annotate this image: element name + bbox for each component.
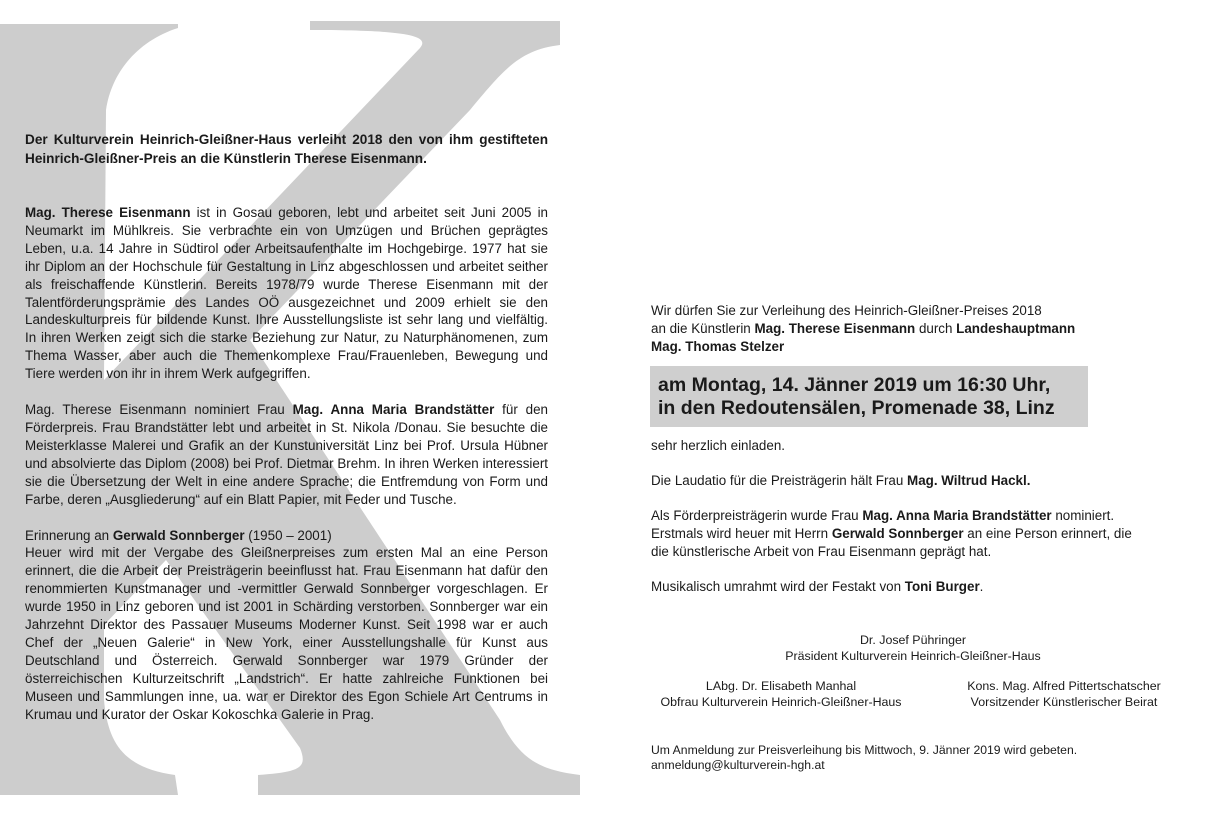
foerder-laureate: Mag. Anna Maria Brandstätter: [862, 508, 1052, 523]
laureate-name: Mag. Therese Eisenmann: [754, 321, 916, 336]
eisenmann-bio: [25, 204, 548, 383]
rsvp-note: Um Anmeldung zur Preisverleihung bis Mittwoch, 9. Jänner 2019 wird gebeten.: [651, 743, 1078, 757]
sonnberger-bio: Heuer wird mit der Vergabe des Gleißnerpreises zum ersten Mal an eine Person erinnert, die die Arbeit der Preisträgerin beeinflusst hat. Frau Eisenmann hat dafür den renommierten Kunstmanager und -vermittler Gerwald Sonnberger vorgeschlagen. Er wurde 1950 in Linz geboren und ist 2001 in Schärding verstorben. Sonnberger war ein Jahrzehnt Direktor des Passauer Museums Moderner Kunst. Seit 1998 war er auch Chef der „Neuen Galerie“ in New York, einer Ausstellungshalle für Kunst aus Deutschland und Österreich. Gerwald Sonnberger war 1979 Gründer der österreichischen Kulturzeitschrift „Landstrich“. Er hatte zahlreiche Funktionen bei Museen und Sammlungen inne, ua. war er Direktor des Egon Schiele Art Centrums in Krumau und Kurator der Oskar Kokoschka Galerie in Prag.: [25, 545, 548, 722]
sonnberger-name: Gerwald Sonnberger: [112, 527, 245, 543]
event-date: am Montag, 14. Jänner 2019 um 16:30 Uhr,: [658, 374, 1051, 396]
laudatio-pre: Die Laudatio für die Preisträgerin hält Frau: [651, 473, 908, 488]
intro-heading: Der Kulturverein Heinrich-Gleißner-Haus verleiht 2018 den von ihm gestifteten Heinrich-Gleißner-Preis an die Künstlerin Therese Eisenmann.: [25, 132, 548, 166]
foerder-memorial-name: Gerwald Sonnberger: [831, 526, 964, 541]
sonnberger-years: (1950 – 2001): [244, 527, 332, 543]
signatory-name: Kons. Mag. Alfred Pittertschatscher: [967, 679, 1161, 693]
signatory-role: Vorsitzender Künstlerischer Beirat: [970, 694, 1158, 709]
foerder-pre: Als Förderpreisträgerin wurde Frau: [651, 508, 863, 523]
invitation-line-3: [651, 338, 1171, 356]
brandstaetter-bio-text: für den Förderpreis. Frau Brandstätter lebt und arbeitet in St. Nikola /Donau. Sie besuchte die Meisterklasse Malerei und Grafik an der Kunstuniversität Linz bei Prof. Ursula Hübner und absolvierte das Diplom (2008) bei Prof. Dietmar Brehm. In ihren Werken interessiert sie die Übersetzung der Welt in eine andere Sprache; die Entfremdung von Form und Farbe, deren „Ausgliederung“ auf ein Blatt Papier, mit Feder und Tusche.: [25, 402, 548, 507]
signatory-role: Obfrau Kulturverein Heinrich-Gleißner-Haus: [660, 694, 902, 709]
invitation-line-1: Wir dürfen Sie zur Verleihung des Heinrich-Gleißner-Preises 2018: [651, 303, 1042, 318]
music-pre: Musikalisch umrahmt wird der Festakt von: [651, 579, 905, 594]
event-date-box: [650, 366, 1088, 427]
registration-footer: [651, 743, 1077, 772]
music-post: .: [979, 579, 984, 594]
signature-chairwoman: [650, 679, 912, 710]
foerder-post: an eine Person erinnert, die die künstlerische Arbeit von Frau Eisenmann geprägt hat.: [651, 526, 1132, 559]
music-line: [651, 578, 1171, 596]
left-column: [25, 131, 548, 723]
laudatio-speaker: Mag. Wiltrud Hackl.: [907, 473, 1031, 488]
event-location: in den Redoutensälen, Promenade 38, Linz: [658, 397, 1055, 419]
governor-title: Landeshauptmann: [956, 321, 1076, 336]
brandstaetter-name: Mag. Anna Maria Brandstätter: [292, 402, 495, 418]
invitation-line-2-mid: durch: [915, 321, 957, 336]
foerder-mid: nominiert. Erstmals wird heuer mit Herrn: [651, 508, 1115, 541]
brandstaetter-bio-pre: Mag. Therese Eisenmann nominiert Frau: [25, 402, 293, 418]
signatory-role: Präsident Kulturverein Heinrich-Gleißner-Haus: [785, 648, 1041, 663]
invitation-closing: sehr herzlich einladen.: [651, 438, 785, 453]
sonnberger-heading: [25, 527, 548, 545]
eisenmann-bio-text: ist in Gosau geboren, lebt und arbeitet seit Juni 2005 in Neumarkt im Mühlkreis. Sie verbrachte ein von Umzügen und Brüchen geprägtes Leben, u.a. 14 Jahre in Südtirol oder Arbeitsaufenthalte im Hochgebirge. 1977 hat sie ihr Diplom an der Hochschule für Gestaltung in Linz abgeschlossen und arbeitet seither als freischaffende Künstlerin. Bereits 1978/79 wurde Therese Eisenmann mit der Talentförderungsprämie des Landes OÖ ausgezeichnet und 2009 erhielt sie den Landeskulturpreis für bildende Kunst. Ihre Ausstellungsliste ist sehr lang und vielfältig. In ihren Werken zeigt sich die starke Beziehung zur Natur, zu Naturphänomenen, zum Thema Wasser, aber auch die Themenkomplexe Frau/Frauenleben, Bewegung und Tiere werden von ihr in ihrem Werk aufgegriffen.: [25, 205, 548, 382]
signature-advisory-chair: [935, 679, 1193, 710]
invitation-line-2-pre: an die Künstlerin: [651, 321, 755, 336]
rsvp-email[interactable]: anmeldung@kulturverein-hgh.at: [651, 757, 825, 772]
signatory-name: Dr. Josef Pühringer: [859, 633, 967, 647]
signature-president: [760, 633, 1066, 664]
governor-name: Mag. Thomas Stelzer: [651, 339, 785, 354]
foerderpreis-paragraph: [651, 507, 1148, 561]
musician-name: Toni Burger: [904, 579, 980, 594]
eisenmann-name: Mag. Therese Eisenmann: [25, 205, 191, 220]
signatory-name: LAbg. Dr. Elisabeth Manhal: [705, 679, 857, 693]
brandstaetter-bio: [25, 401, 548, 508]
laudatio-line: [651, 472, 1171, 490]
invitation-line-2: [651, 320, 1171, 338]
sonnberger-heading-pre: Erinnerung an: [25, 527, 113, 543]
right-column: [651, 302, 1171, 596]
